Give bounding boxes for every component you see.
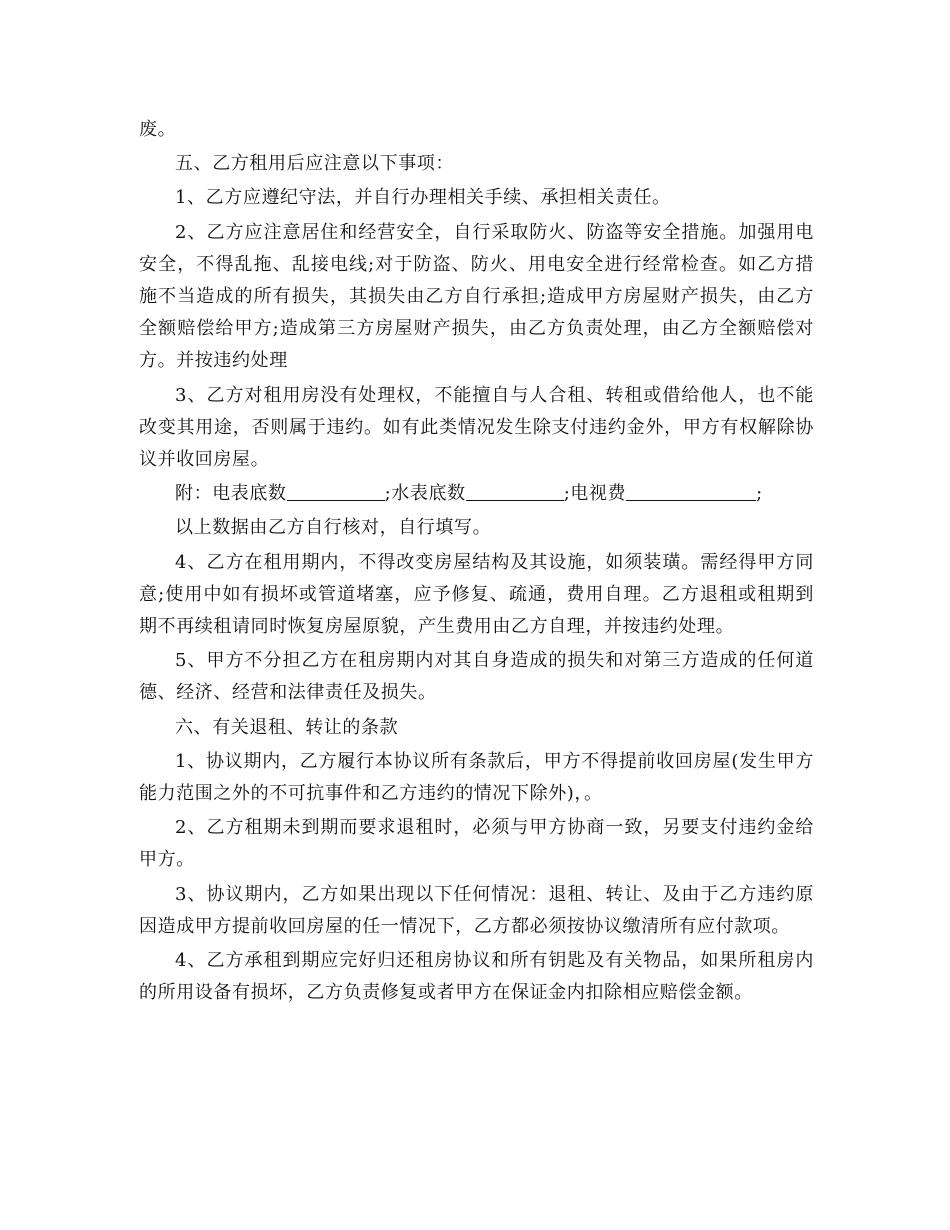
paragraph: 4、乙方在租用期内，不得改变房屋结构及其设施，如须装璜。需经得甲方同意;使用中如有损坏或管道堵塞，应予修复、疏通，费用自理。乙方退租或租期到期不再续租请同时恢复房屋原貌，产生费用由乙方自理，并按违约处理。 — [139, 551, 814, 638]
section-heading: 六、有关退租、转让的条款 — [175, 716, 399, 738]
paragraph: 3、乙方对租用房没有处理权，不能擅自与人合租、转租或借给他人，也不能改变其用途，否则属于违约。如有此类情况发生除支付违约金外，甲方有权解除协议并收回房屋。 — [139, 384, 814, 471]
paragraph: 2、乙方租期未到期而要求退租时，必须与甲方协商一致，另要支付违约金给甲方。 — [139, 817, 814, 871]
paragraph: 2、乙方应注意居住和经营安全，自行采取防火、防盗等安全措施。加强用电安全，不得乱拖、乱接电线;对于防盗、防火、用电安全进行经常检查。如乙方措施不当造成的所有损失，其损失由乙方自行承担;造成甲方房屋财产损失，由乙方全额赔偿给甲方;造成第三方房屋财产损失，由乙方负责处理，由乙方全额赔偿对方。并按违约处理 — [139, 221, 814, 372]
appendix-electric-label: 附：电表底数 — [175, 483, 287, 505]
paragraph: 以上数据由乙方自行核对，自行填写。 — [175, 517, 492, 539]
electric-meter-blank[interactable] — [287, 482, 385, 501]
paragraph: 1、乙方应遵纪守法，并自行办理相关手续、承担相关责任。 — [175, 187, 671, 209]
appendix-suffix: ; — [756, 483, 763, 505]
paragraph: 废。 — [139, 119, 177, 140]
paragraph: 3、协议期内，乙方如果出现以下任何情况：退租、转让、及由于乙方违约原因造成甲方提前收回房屋的任一情况下，乙方都必须按协议缴清所有应付款项。 — [139, 883, 814, 937]
appendix-tv-label: ;电视费 — [563, 483, 627, 505]
document-body — [139, 114, 814, 1011]
paragraph: 1、协议期内，乙方履行本协议所有条款后，甲方不得提前收回房屋(发生甲方能力范围之外的不可抗事件和乙方违约的情况下除外)，。 — [139, 750, 814, 805]
section-heading: 五、乙方租用后应注意以下事项： — [175, 153, 454, 175]
appendix-water-label: ;水表底数 — [384, 483, 466, 505]
water-meter-blank[interactable] — [466, 482, 564, 501]
paragraph: 5、甲方不分担乙方在租房期内对其自身造成的损失和对第三方造成的任何道德、经济、经营和法律责任及损失。 — [139, 650, 814, 704]
appendix-line — [139, 478, 814, 510]
paragraph: 4、乙方承租到期应完好归还租房协议和所有钥匙及有关物品，如果所租房内的所用设备有损坏，乙方负责修复或者甲方在保证金内扣除相应赔偿金额。 — [139, 950, 814, 1004]
tv-fee-blank[interactable] — [626, 482, 756, 501]
